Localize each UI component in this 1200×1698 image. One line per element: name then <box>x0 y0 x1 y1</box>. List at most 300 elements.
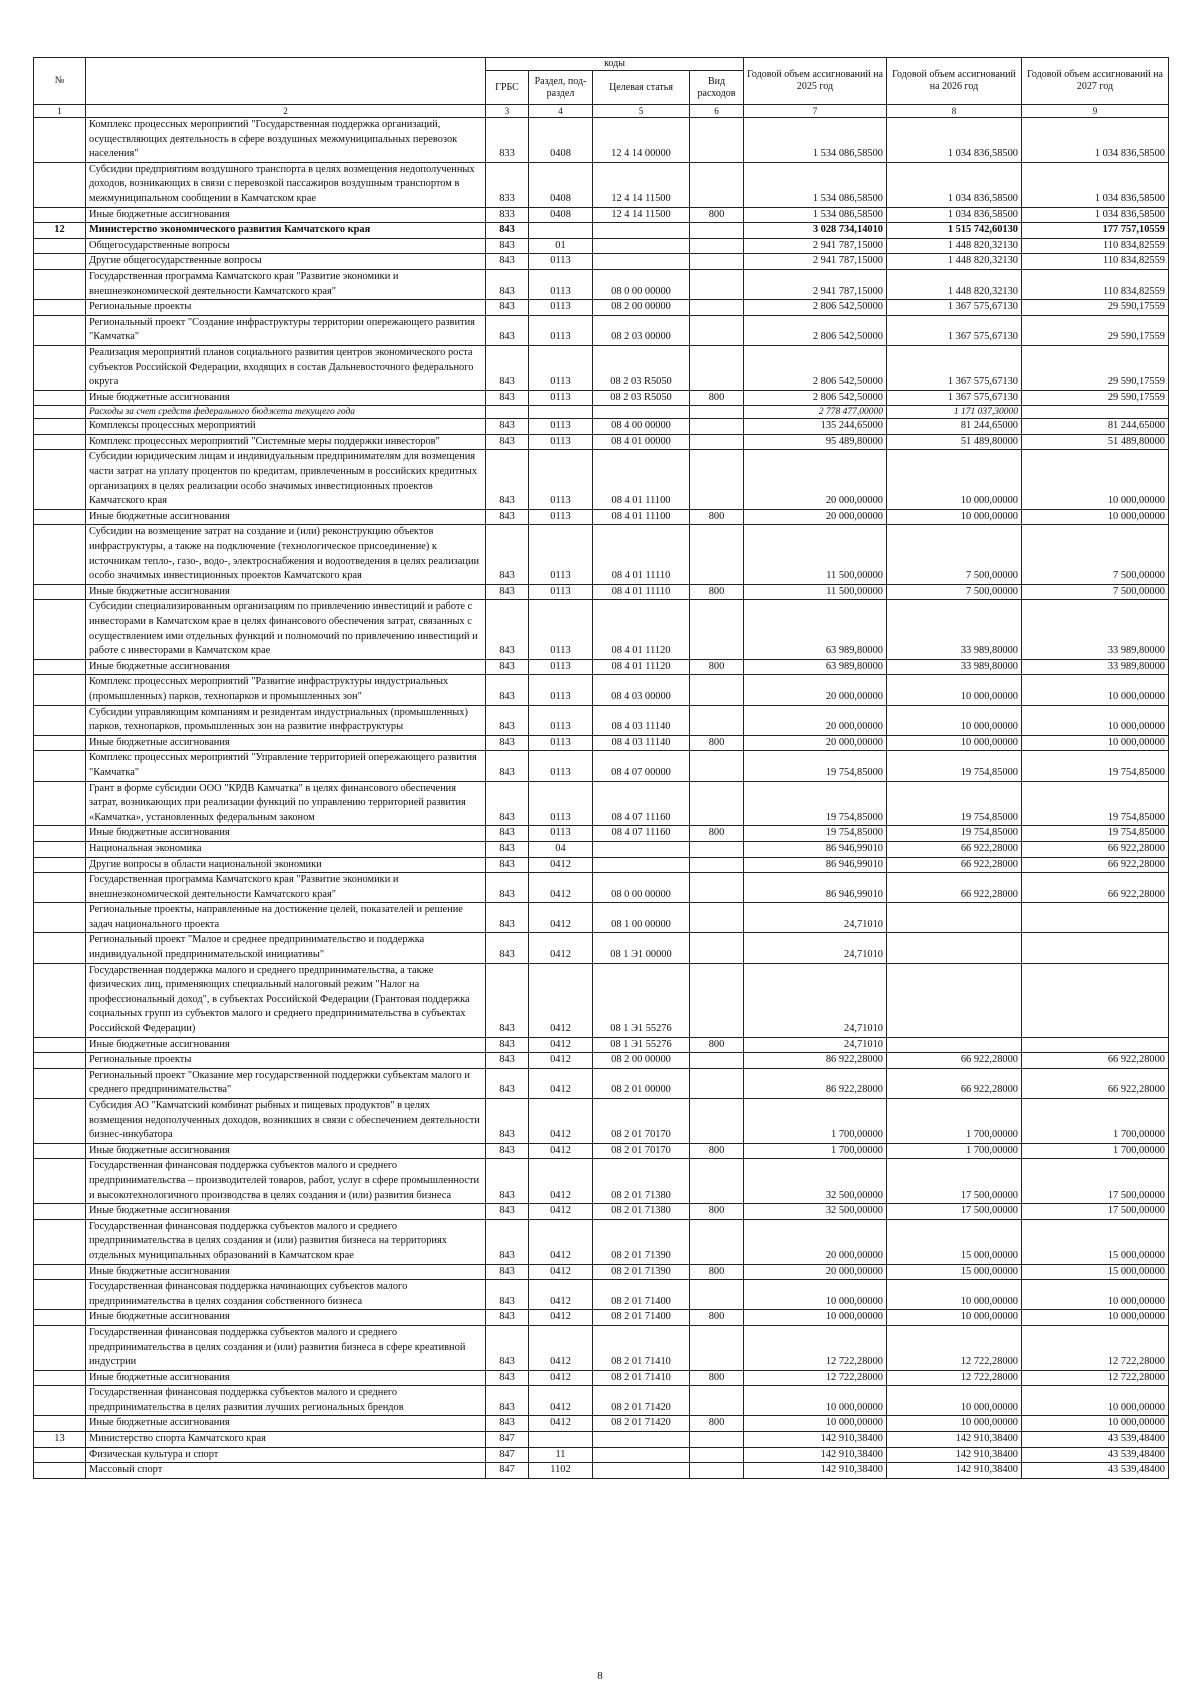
row-grbs: 843 <box>486 1053 529 1069</box>
row-section: 0113 <box>529 390 593 406</box>
row-amount-2025: 12 722,28000 <box>744 1370 887 1386</box>
table-body <box>34 118 1169 1479</box>
row-amount-2026: 66 922,28000 <box>887 841 1022 857</box>
row-amount-2026: 10 000,00000 <box>887 450 1022 509</box>
row-amount-2026: 1 034 836,58500 <box>887 207 1022 223</box>
row-section: 0113 <box>529 434 593 450</box>
row-amount-2027: 66 922,28000 <box>1022 1053 1169 1069</box>
row-number <box>34 781 86 826</box>
row-exp-type <box>690 963 744 1037</box>
table-row <box>34 584 1169 600</box>
row-target: 08 1 Э1 00000 <box>593 933 690 963</box>
row-amount-2027 <box>1022 406 1169 419</box>
row-target: 08 2 03 R5050 <box>593 345 690 390</box>
row-grbs: 833 <box>486 207 529 223</box>
row-exp-type <box>690 525 744 584</box>
row-target: 08 2 01 71390 <box>593 1264 690 1280</box>
row-amount-2026: 1 515 742,60130 <box>887 223 1022 239</box>
row-grbs: 843 <box>486 1068 529 1098</box>
row-section: 0412 <box>529 903 593 933</box>
row-section <box>529 1432 593 1448</box>
row-target: 08 4 07 11160 <box>593 781 690 826</box>
row-amount-2025: 20 000,00000 <box>744 705 887 735</box>
row-amount-2025: 24,71010 <box>744 903 887 933</box>
row-number <box>34 963 86 1037</box>
row-amount-2027: 33 989,80000 <box>1022 659 1169 675</box>
table-row <box>34 1068 1169 1098</box>
row-amount-2026: 1 034 836,58500 <box>887 162 1022 207</box>
row-amount-2025: 20 000,00000 <box>744 1219 887 1264</box>
row-amount-2027: 66 922,28000 <box>1022 1068 1169 1098</box>
row-grbs: 843 <box>486 300 529 316</box>
row-grbs: 833 <box>486 118 529 163</box>
row-amount-2026: 33 989,80000 <box>887 600 1022 659</box>
row-grbs: 843 <box>486 1325 529 1370</box>
row-section: 0113 <box>529 751 593 781</box>
row-amount-2026: 19 754,85000 <box>887 751 1022 781</box>
row-amount-2025: 2 806 542,50000 <box>744 300 887 316</box>
row-section: 0412 <box>529 1264 593 1280</box>
row-name: Иные бюджетные ассигнования <box>86 509 486 525</box>
table-row <box>34 1416 1169 1432</box>
row-name: Массовый спорт <box>86 1463 486 1479</box>
row-name: Государственная финансовая поддержка субъектов малого и среднего предпринимательства – производителей товаров, работ, услуг в сфере промышленности и высокотехнологичного производства в целях создания и (или) развития бизнеса <box>86 1159 486 1204</box>
row-target: 08 2 01 71380 <box>593 1204 690 1220</box>
row-amount-2026: 1 448 820,32130 <box>887 269 1022 299</box>
header-2027: Годовой объем ассигнований на 2027 год <box>1022 58 1169 105</box>
row-grbs: 843 <box>486 705 529 735</box>
row-grbs: 847 <box>486 1447 529 1463</box>
table-row <box>34 873 1169 903</box>
row-section: 0412 <box>529 1099 593 1144</box>
row-number <box>34 419 86 435</box>
row-number <box>34 345 86 390</box>
row-grbs: 843 <box>486 390 529 406</box>
row-amount-2025: 24,71010 <box>744 963 887 1037</box>
row-exp-type <box>690 751 744 781</box>
row-grbs: 843 <box>486 509 529 525</box>
row-amount-2027: 1 700,00000 <box>1022 1143 1169 1159</box>
row-amount-2026 <box>887 1037 1022 1053</box>
row-exp-type <box>690 1068 744 1098</box>
row-amount-2027 <box>1022 903 1169 933</box>
row-name: Иные бюджетные ассигнования <box>86 1310 486 1326</box>
row-name: Субсидии управляющим компаниям и резидентам индустриальных (промышленных) парков, технопарков, промышленных зон на развитие инфраструктуры <box>86 705 486 735</box>
row-grbs: 843 <box>486 1037 529 1053</box>
colnum: 1 <box>34 105 86 118</box>
row-target: 08 4 03 00000 <box>593 675 690 705</box>
table-row <box>34 345 1169 390</box>
table-row <box>34 1037 1169 1053</box>
row-amount-2026: 1 448 820,32130 <box>887 254 1022 270</box>
row-name: Иные бюджетные ассигнования <box>86 1416 486 1432</box>
row-amount-2025: 20 000,00000 <box>744 675 887 705</box>
row-grbs: 843 <box>486 1280 529 1310</box>
row-amount-2025: 95 489,80000 <box>744 434 887 450</box>
row-amount-2027: 19 754,85000 <box>1022 751 1169 781</box>
row-target <box>593 238 690 254</box>
row-amount-2027: 15 000,00000 <box>1022 1219 1169 1264</box>
row-exp-type <box>690 781 744 826</box>
row-name: Субсидии специализированным организациям по привлечению инвестиций и работе с инвесторами в Камчатском крае в целях финансового обеспечения затрат, связанных с осуществлением ими отдельных функций и полномочий по привлечению инвестиций и работе с инвесторами в Камчатском крае <box>86 600 486 659</box>
row-amount-2027: 29 590,17559 <box>1022 300 1169 316</box>
row-amount-2025: 24,71010 <box>744 933 887 963</box>
row-name: Региональные проекты <box>86 300 486 316</box>
row-amount-2027: 1 034 836,58500 <box>1022 162 1169 207</box>
row-amount-2026: 10 000,00000 <box>887 509 1022 525</box>
table-row <box>34 675 1169 705</box>
table-header <box>34 58 1169 118</box>
row-section: 1102 <box>529 1463 593 1479</box>
row-exp-type <box>690 903 744 933</box>
row-section: 0412 <box>529 857 593 873</box>
table-row <box>34 300 1169 316</box>
row-number <box>34 1310 86 1326</box>
row-amount-2026: 1 700,00000 <box>887 1143 1022 1159</box>
row-grbs: 843 <box>486 584 529 600</box>
row-target: 12 4 14 11500 <box>593 162 690 207</box>
row-amount-2026 <box>887 963 1022 1037</box>
row-amount-2027: 110 834,82559 <box>1022 238 1169 254</box>
row-exp-type <box>690 300 744 316</box>
row-amount-2027: 10 000,00000 <box>1022 1386 1169 1416</box>
row-amount-2026: 10 000,00000 <box>887 675 1022 705</box>
row-grbs: 847 <box>486 1432 529 1448</box>
row-name: Иные бюджетные ассигнования <box>86 390 486 406</box>
row-exp-type <box>690 345 744 390</box>
row-exp-type <box>690 419 744 435</box>
row-number <box>34 315 86 345</box>
row-exp-type <box>690 675 744 705</box>
row-name: Иные бюджетные ассигнования <box>86 1370 486 1386</box>
row-grbs: 843 <box>486 873 529 903</box>
row-amount-2026: 1 171 037,30000 <box>887 406 1022 419</box>
row-target: 08 2 01 71420 <box>593 1416 690 1432</box>
row-target: 08 2 01 70170 <box>593 1143 690 1159</box>
row-name: Региональные проекты, направленные на достижение целей, показателей и решение задач национального проекта <box>86 903 486 933</box>
row-exp-type <box>690 1159 744 1204</box>
row-section: 0113 <box>529 584 593 600</box>
row-amount-2025: 2 941 787,15000 <box>744 238 887 254</box>
row-number <box>34 1143 86 1159</box>
row-number <box>34 509 86 525</box>
row-grbs: 843 <box>486 826 529 842</box>
table-row <box>34 315 1169 345</box>
row-section: 0412 <box>529 963 593 1037</box>
row-name: Иные бюджетные ассигнования <box>86 1037 486 1053</box>
row-amount-2025: 19 754,85000 <box>744 826 887 842</box>
row-amount-2026: 10 000,00000 <box>887 1416 1022 1432</box>
row-number <box>34 584 86 600</box>
row-grbs: 843 <box>486 1310 529 1326</box>
row-name: Грант в форме субсидии ООО "КРДВ Камчатка" в целях финансового обеспечения затрат, возникающих при реализации функций по управлению территорией развития «Камчатка», установленных федеральным законом <box>86 781 486 826</box>
row-number <box>34 1219 86 1264</box>
row-amount-2025: 10 000,00000 <box>744 1280 887 1310</box>
row-grbs: 843 <box>486 933 529 963</box>
row-amount-2025: 32 500,00000 <box>744 1204 887 1220</box>
row-amount-2025: 142 910,38400 <box>744 1432 887 1448</box>
row-grbs: 843 <box>486 841 529 857</box>
row-amount-2027: 66 922,28000 <box>1022 857 1169 873</box>
row-amount-2027: 43 539,48400 <box>1022 1432 1169 1448</box>
row-amount-2026: 10 000,00000 <box>887 735 1022 751</box>
row-section <box>529 406 593 419</box>
row-target <box>593 223 690 239</box>
row-amount-2026: 66 922,28000 <box>887 1068 1022 1098</box>
header-no: № <box>34 58 86 105</box>
row-grbs: 843 <box>486 238 529 254</box>
row-exp-type <box>690 1099 744 1144</box>
row-exp-type <box>690 1386 744 1416</box>
table-row <box>34 406 1169 419</box>
row-number <box>34 434 86 450</box>
row-exp-type <box>690 933 744 963</box>
row-name: Иные бюджетные ассигнования <box>86 826 486 842</box>
row-section: 0113 <box>529 659 593 675</box>
table-row <box>34 826 1169 842</box>
row-section: 0412 <box>529 1068 593 1098</box>
row-number <box>34 751 86 781</box>
row-grbs <box>486 406 529 419</box>
row-number <box>34 1370 86 1386</box>
row-amount-2026: 1 367 575,67130 <box>887 390 1022 406</box>
row-name: Иные бюджетные ассигнования <box>86 207 486 223</box>
row-grbs: 843 <box>486 434 529 450</box>
row-name: Министерство спорта Камчатского края <box>86 1432 486 1448</box>
row-amount-2027: 110 834,82559 <box>1022 254 1169 270</box>
row-section: 01 <box>529 238 593 254</box>
row-name: Иные бюджетные ассигнования <box>86 1204 486 1220</box>
row-target: 08 4 01 11110 <box>593 525 690 584</box>
row-grbs: 843 <box>486 450 529 509</box>
row-amount-2025: 3 028 734,14010 <box>744 223 887 239</box>
row-name: Комплекс процессных мероприятий "Управление территорией опережающего развития "Камчатка" <box>86 751 486 781</box>
row-exp-type: 800 <box>690 659 744 675</box>
row-amount-2027: 7 500,00000 <box>1022 525 1169 584</box>
row-amount-2027: 19 754,85000 <box>1022 826 1169 842</box>
row-number <box>34 207 86 223</box>
table-row <box>34 509 1169 525</box>
row-target: 08 2 01 70170 <box>593 1099 690 1144</box>
row-section: 0408 <box>529 118 593 163</box>
table-row <box>34 933 1169 963</box>
row-exp-type <box>690 434 744 450</box>
row-amount-2027: 51 489,80000 <box>1022 434 1169 450</box>
row-grbs: 843 <box>486 963 529 1037</box>
table-row <box>34 419 1169 435</box>
row-section: 0113 <box>529 705 593 735</box>
row-amount-2027: 12 722,28000 <box>1022 1370 1169 1386</box>
row-amount-2025: 142 910,38400 <box>744 1463 887 1479</box>
row-exp-type: 800 <box>690 1416 744 1432</box>
colnum: 6 <box>690 105 744 118</box>
row-amount-2027: 66 922,28000 <box>1022 873 1169 903</box>
row-number <box>34 450 86 509</box>
row-amount-2025: 1 700,00000 <box>744 1143 887 1159</box>
row-amount-2026: 15 000,00000 <box>887 1264 1022 1280</box>
row-grbs: 843 <box>486 751 529 781</box>
row-exp-type <box>690 315 744 345</box>
row-section: 11 <box>529 1447 593 1463</box>
row-amount-2027: 43 539,48400 <box>1022 1463 1169 1479</box>
row-amount-2026 <box>887 903 1022 933</box>
row-grbs: 843 <box>486 1143 529 1159</box>
row-target: 08 2 00 00000 <box>593 300 690 316</box>
colnum: 2 <box>86 105 486 118</box>
row-name: Реализация мероприятий планов социального развития центров экономического роста субъектов Российской Федерации, входящих в состав Дальневосточного федерального округа <box>86 345 486 390</box>
row-number <box>34 254 86 270</box>
row-amount-2026: 17 500,00000 <box>887 1159 1022 1204</box>
table-row <box>34 903 1169 933</box>
row-exp-type <box>690 254 744 270</box>
row-name: Комплексы процессных мероприятий <box>86 419 486 435</box>
row-amount-2025: 20 000,00000 <box>744 1264 887 1280</box>
row-target: 08 4 03 11140 <box>593 705 690 735</box>
row-name: Иные бюджетные ассигнования <box>86 1143 486 1159</box>
row-name: Физическая культура и спорт <box>86 1447 486 1463</box>
row-amount-2026: 10 000,00000 <box>887 1280 1022 1310</box>
row-amount-2026: 66 922,28000 <box>887 857 1022 873</box>
row-exp-type <box>690 162 744 207</box>
row-amount-2026 <box>887 933 1022 963</box>
row-exp-type <box>690 1447 744 1463</box>
row-target: 08 2 01 00000 <box>593 1068 690 1098</box>
row-amount-2026: 1 367 575,67130 <box>887 315 1022 345</box>
row-target: 08 0 00 00000 <box>593 269 690 299</box>
row-exp-type <box>690 1325 744 1370</box>
table-row <box>34 600 1169 659</box>
row-number <box>34 406 86 419</box>
row-number <box>34 238 86 254</box>
row-section: 0412 <box>529 1310 593 1326</box>
row-number <box>34 857 86 873</box>
row-amount-2027: 66 922,28000 <box>1022 841 1169 857</box>
row-amount-2027 <box>1022 963 1169 1037</box>
header-grbs: ГРБС <box>486 71 529 105</box>
row-number <box>34 269 86 299</box>
row-section: 0412 <box>529 1204 593 1220</box>
row-amount-2027: 43 539,48400 <box>1022 1447 1169 1463</box>
row-exp-type: 800 <box>690 1204 744 1220</box>
colnum: 8 <box>887 105 1022 118</box>
row-target <box>593 1447 690 1463</box>
row-amount-2026: 19 754,85000 <box>887 826 1022 842</box>
row-target: 12 4 14 00000 <box>593 118 690 163</box>
row-name: Государственная финансовая поддержка субъектов малого и среднего предпринимательства в целях создания и (или) развития бизнеса в сфере креативной индустрии <box>86 1325 486 1370</box>
row-name: Субсидии на возмещение затрат на создание и (или) реконструкцию объектов инфраструктуры, а также на подключение (технологическое присоединение) к источникам тепло-, газо-, водо-, электроснабжения и водоотведения в целях реализации особо значимых инвестиционных проектов Камчатского края <box>86 525 486 584</box>
row-section <box>529 223 593 239</box>
row-grbs: 843 <box>486 1264 529 1280</box>
row-exp-type <box>690 1463 744 1479</box>
row-amount-2027: 81 244,65000 <box>1022 419 1169 435</box>
row-name: Комплекс процессных мероприятий "Развитие инфраструктуры индустриальных (промышленных) парков, технопарков и промышленных зон" <box>86 675 486 705</box>
row-amount-2026: 10 000,00000 <box>887 705 1022 735</box>
table-row <box>34 207 1169 223</box>
row-amount-2027: 29 590,17559 <box>1022 315 1169 345</box>
row-number: 13 <box>34 1432 86 1448</box>
row-grbs: 843 <box>486 659 529 675</box>
table-row <box>34 1386 1169 1416</box>
row-exp-type <box>690 705 744 735</box>
row-section: 0412 <box>529 1143 593 1159</box>
row-amount-2025: 10 000,00000 <box>744 1416 887 1432</box>
row-amount-2026: 81 244,65000 <box>887 419 1022 435</box>
row-amount-2027: 12 722,28000 <box>1022 1325 1169 1370</box>
row-amount-2026: 1 367 575,67130 <box>887 345 1022 390</box>
row-number <box>34 1416 86 1432</box>
row-grbs: 843 <box>486 254 529 270</box>
table-row <box>34 751 1169 781</box>
row-amount-2025: 20 000,00000 <box>744 509 887 525</box>
row-amount-2026: 1 367 575,67130 <box>887 300 1022 316</box>
row-amount-2027: 17 500,00000 <box>1022 1204 1169 1220</box>
row-section: 0412 <box>529 1159 593 1204</box>
row-name: Субсидии предприятиям воздушного транспорта в целях возмещения недополученных доходов, возникающих в связи с перевозкой пассажиров воздушным транспортом в межмуниципальном сообщении в Камчатском крае <box>86 162 486 207</box>
row-grbs: 843 <box>486 675 529 705</box>
row-amount-2025: 11 500,00000 <box>744 584 887 600</box>
row-exp-type: 800 <box>690 509 744 525</box>
row-amount-2027: 29 590,17559 <box>1022 345 1169 390</box>
row-name: Другие общегосударственные вопросы <box>86 254 486 270</box>
row-exp-type: 800 <box>690 826 744 842</box>
page-number: 8 <box>597 1670 603 1682</box>
row-exp-type <box>690 873 744 903</box>
row-amount-2025: 11 500,00000 <box>744 525 887 584</box>
row-exp-type <box>690 841 744 857</box>
row-section: 0113 <box>529 254 593 270</box>
row-amount-2025: 19 754,85000 <box>744 781 887 826</box>
row-section: 0412 <box>529 1386 593 1416</box>
row-amount-2026: 66 922,28000 <box>887 1053 1022 1069</box>
row-name: Другие вопросы в области национальной экономики <box>86 857 486 873</box>
row-target: 08 4 01 11120 <box>593 659 690 675</box>
row-number: 12 <box>34 223 86 239</box>
row-amount-2026: 1 034 836,58500 <box>887 118 1022 163</box>
row-amount-2027: 10 000,00000 <box>1022 450 1169 509</box>
row-number <box>34 1463 86 1479</box>
row-amount-2026: 12 722,28000 <box>887 1325 1022 1370</box>
row-name: Государственная финансовая поддержка субъектов малого и среднего предпринимательства в целях развития лучших региональных брендов <box>86 1386 486 1416</box>
row-number <box>34 1053 86 1069</box>
row-section: 0113 <box>529 509 593 525</box>
row-amount-2027: 10 000,00000 <box>1022 735 1169 751</box>
table-row <box>34 1143 1169 1159</box>
table-row <box>34 162 1169 207</box>
row-amount-2026: 19 754,85000 <box>887 781 1022 826</box>
row-number <box>34 525 86 584</box>
row-number <box>34 300 86 316</box>
row-grbs: 843 <box>486 857 529 873</box>
row-section: 0412 <box>529 1280 593 1310</box>
row-number <box>34 162 86 207</box>
row-amount-2025: 10 000,00000 <box>744 1386 887 1416</box>
row-section: 0412 <box>529 1219 593 1264</box>
row-section: 0113 <box>529 315 593 345</box>
row-name: Региональный проект "Оказание мер государственной поддержки субъектам малого и среднего предпринимательства" <box>86 1068 486 1098</box>
table-row <box>34 434 1169 450</box>
row-grbs: 843 <box>486 1386 529 1416</box>
row-grbs: 843 <box>486 903 529 933</box>
row-section: 0412 <box>529 873 593 903</box>
row-exp-type: 800 <box>690 584 744 600</box>
row-amount-2025: 2 806 542,50000 <box>744 390 887 406</box>
row-amount-2025: 12 722,28000 <box>744 1325 887 1370</box>
row-amount-2026: 142 910,38400 <box>887 1447 1022 1463</box>
row-section: 0412 <box>529 1037 593 1053</box>
row-section: 0408 <box>529 162 593 207</box>
row-number <box>34 1325 86 1370</box>
colnum: 5 <box>593 105 690 118</box>
